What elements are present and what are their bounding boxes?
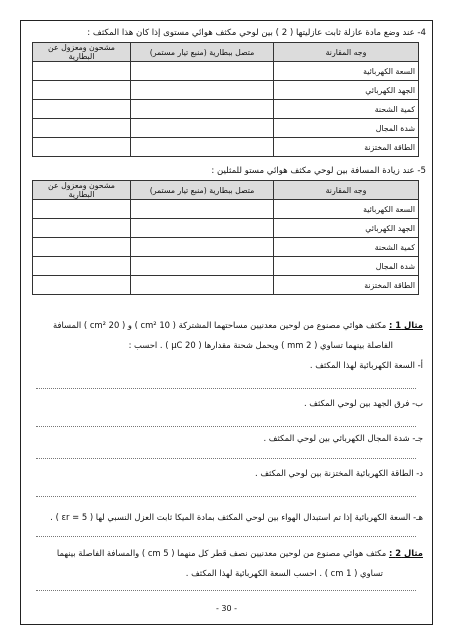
answer-line bbox=[36, 496, 416, 497]
example-1-item-e: هـ- السعة الكهربائية إذا تم استبدال الهواء بين لوحي المكثف بمادة الميكا ثابت العزل النسبي لها ( εr = 5 ) . bbox=[50, 512, 423, 522]
header-connected: متصل ببطارية (منبع تيار مستمر) bbox=[131, 43, 274, 62]
answer-cell[interactable] bbox=[131, 119, 274, 138]
example-1-item-d: د- الطاقة الكهربائية المختزنة بين لوحي المكثف . bbox=[255, 468, 423, 478]
answer-cell[interactable] bbox=[33, 81, 131, 100]
example-2-label: مثال 2 : bbox=[388, 548, 423, 558]
table-row bbox=[33, 200, 419, 219]
question-5-title: 5- عند زيادة المسافة بين لوحي مكثف هوائي مستو للمثلين : bbox=[211, 166, 426, 176]
row-label: الجهد الكهربائي bbox=[274, 219, 419, 238]
answer-line bbox=[36, 536, 416, 537]
example-1-item-a: أ- السعة الكهربائية لهذا المكثف . bbox=[309, 360, 423, 370]
row-label: كمية الشحنة bbox=[274, 100, 419, 119]
row-label: الجهد الكهربائي bbox=[274, 81, 419, 100]
answer-cell[interactable] bbox=[33, 200, 131, 219]
answer-cell[interactable] bbox=[131, 138, 274, 157]
answer-cell[interactable] bbox=[131, 100, 274, 119]
answer-cell[interactable] bbox=[33, 238, 131, 257]
row-label: السعة الكهربائية bbox=[274, 62, 419, 81]
header-isolated: مشحون ومعزول عن البطارية bbox=[33, 181, 131, 200]
table-row bbox=[33, 257, 419, 276]
table-row bbox=[33, 81, 419, 100]
table-header-row bbox=[33, 43, 419, 62]
header-isolated: مشحون ومعزول عن البطارية bbox=[33, 43, 131, 62]
answer-cell[interactable] bbox=[131, 219, 274, 238]
example-1-item-b: ب- فرق الجهد بين لوحي المكثف . bbox=[303, 398, 423, 408]
answer-cell[interactable] bbox=[131, 257, 274, 276]
answer-line bbox=[36, 458, 416, 459]
answer-cell[interactable] bbox=[33, 257, 131, 276]
row-label: الطاقة المختزنة bbox=[274, 276, 419, 295]
row-label: السعة الكهربائية bbox=[274, 200, 419, 219]
row-label: كمية الشحنة bbox=[274, 238, 419, 257]
table-row bbox=[33, 62, 419, 81]
answer-cell[interactable] bbox=[131, 276, 274, 295]
answer-cell[interactable] bbox=[131, 81, 274, 100]
row-label: الطاقة المختزنة bbox=[274, 138, 419, 157]
example-1-item-c: جـ- شدة المجال الكهربائي بين لوحي المكثف . bbox=[263, 433, 423, 443]
answer-cell[interactable] bbox=[131, 62, 274, 81]
header-comparison: وجه المقارنة bbox=[274, 43, 419, 62]
comparison-table-q4 bbox=[32, 42, 419, 157]
header-comparison: وجه المقارنة bbox=[274, 181, 419, 200]
table-row bbox=[33, 219, 419, 238]
example-1-intro bbox=[53, 320, 423, 330]
answer-cell[interactable] bbox=[33, 100, 131, 119]
answer-cell[interactable] bbox=[131, 200, 274, 219]
example-2-line2: تساوي ( 1 cm ) . احسب السعة الكهربائية لهذا المكثف . bbox=[185, 568, 383, 578]
answer-line bbox=[36, 590, 416, 591]
example-1-label: مثال 1 : bbox=[388, 320, 423, 330]
example-1-line2: الفاصلة بينهما تساوي ( 2 mm ) ويحمل شحنة مقدارها ( 20 μC ) . احسب : bbox=[128, 340, 393, 350]
answer-cell[interactable] bbox=[33, 276, 131, 295]
answer-cell[interactable] bbox=[33, 219, 131, 238]
table-row bbox=[33, 238, 419, 257]
table-row bbox=[33, 276, 419, 295]
answer-line bbox=[36, 388, 416, 389]
table-row bbox=[33, 100, 419, 119]
header-connected: متصل ببطارية (منبع تيار مستمر) bbox=[131, 181, 274, 200]
answer-cell[interactable] bbox=[131, 238, 274, 257]
answer-cell[interactable] bbox=[33, 119, 131, 138]
table-header-row bbox=[33, 181, 419, 200]
example-2-intro bbox=[57, 548, 423, 558]
answer-line bbox=[36, 426, 416, 427]
table-row bbox=[33, 119, 419, 138]
comparison-table-q5 bbox=[32, 180, 419, 295]
page-number: - 30 - bbox=[215, 604, 238, 613]
answer-cell[interactable] bbox=[33, 62, 131, 81]
example-2-line1: مكثف هوائي مصنوع من لوحين معدنيين نصف قطر كل منهما ( 5 cm ) والمسافة الفاصلة بينهما bbox=[56, 548, 387, 558]
row-label: شدة المجال bbox=[274, 257, 419, 276]
question-4-title: 4- عند وضع مادة عازلة ثابت عازليتها ( 2 ) بين لوحي مكثف هوائي مستوى إذا كان هذا المكثف : bbox=[87, 28, 426, 38]
example-1-line1: مكثف هوائي مصنوع من لوحين معدنيين مساحتهما المشتركة ( 10 cm² ) و ( 20 cm² ) المسافة bbox=[52, 320, 387, 330]
table-row bbox=[33, 138, 419, 157]
row-label: شدة المجال bbox=[274, 119, 419, 138]
answer-cell[interactable] bbox=[33, 138, 131, 157]
